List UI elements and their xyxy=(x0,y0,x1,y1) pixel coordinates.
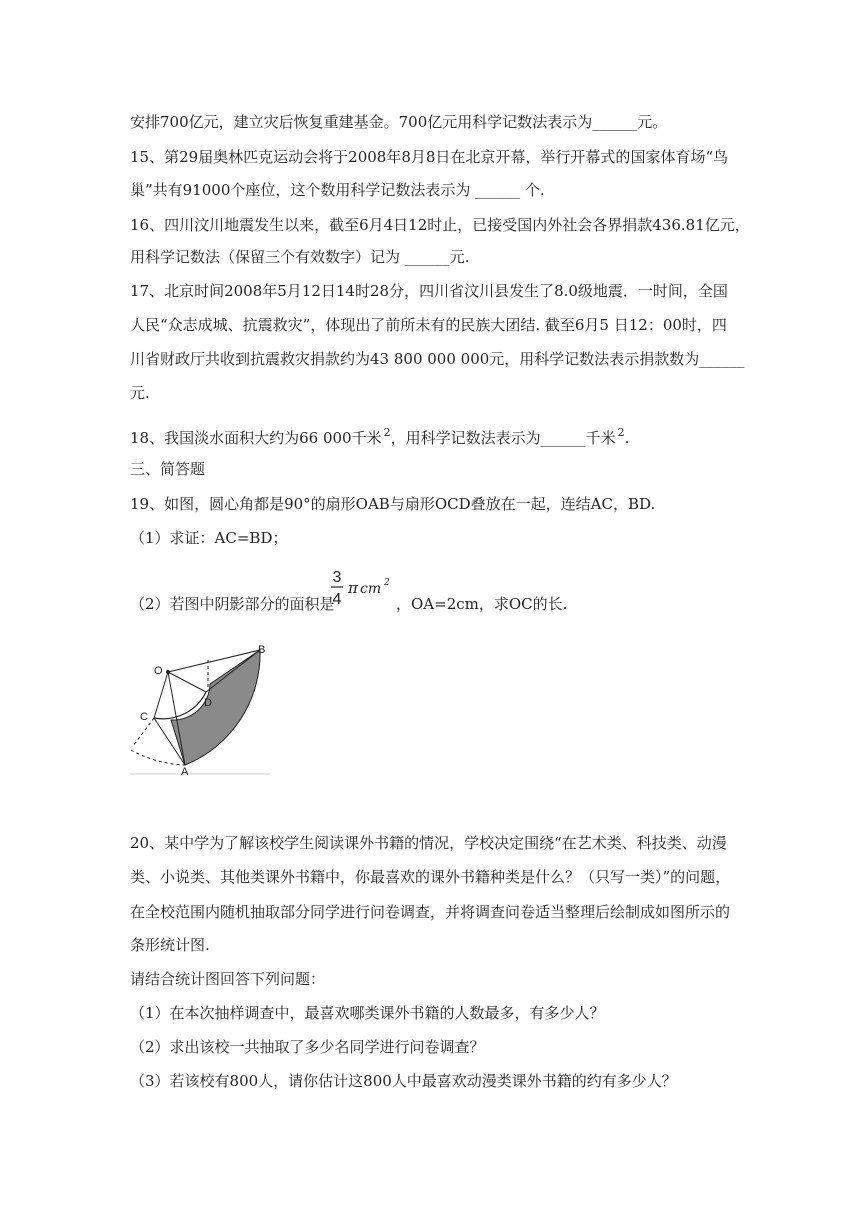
q20-part3: （3）若该校有800人，请你估计这800人中最喜欢动漫类课外书籍的约有多少人？ xyxy=(130,1072,677,1090)
label-c: C xyxy=(140,711,148,723)
label-d: D xyxy=(204,697,212,709)
fraction-numerator: 3 xyxy=(332,569,342,586)
q16-line1: 16、四川汶川地震发生以来，截至6月4日12时止，已接受国内外社会各界捐款436.81亿元， xyxy=(130,216,750,234)
q17-line4: 元. xyxy=(130,384,150,402)
area-formula xyxy=(330,566,392,610)
section-heading: 三、简答题 xyxy=(130,460,206,478)
q18-superscript-2: 2 xyxy=(617,426,625,439)
shaded-region xyxy=(171,650,260,765)
q16-line2: 用科学记数法（保留三个有效数字）记为 ______元. xyxy=(130,248,470,266)
q17-line1: 17、北京时间2008年5月12日14时28分，四川省汶川县发生了8.0级地震．一时间，全国 xyxy=(130,282,728,300)
q17-line2: 人民“众志成城、抗震救灾”，体现出了前所未有的民族大团结. 截至6月5 日12：00时，四 xyxy=(130,316,727,334)
q20-line2: 类、小说类、其他类课外书籍中，你最喜欢的课外书籍种类是什么？（只写一类）”的问题， xyxy=(130,868,731,886)
q20-prompt: 请结合统计图回答下列问题： xyxy=(130,970,326,988)
q18-text-start: 18、我国淡水面积大约为66 000千米 xyxy=(130,429,382,447)
sector-figure xyxy=(130,640,270,776)
fraction-denominator: 4 xyxy=(332,591,342,608)
q20-line4: 条形统计图. xyxy=(130,936,210,954)
q20-part1: （1）在本次抽样调查中，最喜欢哪类课外书籍的人数最多，有多少人？ xyxy=(130,1004,605,1022)
unit-exponent: 2 xyxy=(384,578,390,588)
label-b: B xyxy=(258,644,266,656)
q20-line3: 在全校范围内随机抽取部分同学进行问卷调查，并将调查问卷适当整理后绘制成如图所示的 xyxy=(130,903,731,921)
q18-superscript-1: 2 xyxy=(383,426,391,439)
pi-symbol: π xyxy=(348,579,358,597)
q19-line1: 19、如图，圆心角都是90°的扇形OAB与扇形OCD叠放在一起，连结AC，BD. xyxy=(130,495,656,513)
point-o xyxy=(166,670,170,674)
q20-line1: 20、某中学为了解该校学生阅读课外书籍的情况，学校决定围绕“在艺术类、科技类、动漫 xyxy=(130,834,727,852)
q19-part1: （1）求证：AC=BD； xyxy=(130,529,288,547)
q14-continued: 安排700亿元，建立灾后恢复重建基金。700亿元用科学记数法表示为______元。 xyxy=(130,113,668,131)
q15-line2: 巢”共有91000个座位，这个数用科学记数法表示为 ______ 个. xyxy=(130,181,545,199)
q20-part2: （2）求出该校一共抽取了多少名同学进行问卷调查？ xyxy=(130,1038,485,1056)
q18-line xyxy=(130,423,629,448)
label-o: O xyxy=(154,665,163,677)
radius-od xyxy=(168,672,206,692)
q15-line1: 15、第29届奥林匹克运动会将于2008年8月8日在北京开幕，举行开幕式的国家体育场“鸟 xyxy=(130,148,729,166)
q18-text-middle: ，用科学记数法表示为______千米 xyxy=(390,429,616,447)
q18-text-end: . xyxy=(624,429,630,447)
label-a: A xyxy=(181,766,189,776)
unit-cm: cm xyxy=(360,581,382,597)
q17-line3: 川省财政厅共收到抗震救灾捐款约为43 800 000 000元，用科学记数法表示捐款数为______ xyxy=(130,350,745,368)
q19-part2-end: ，OA=2cm，求OC的长. xyxy=(396,595,568,613)
radius-oc xyxy=(154,672,168,718)
q19-part2-start: （2）若图中阴影部分的面积是 xyxy=(130,595,335,613)
